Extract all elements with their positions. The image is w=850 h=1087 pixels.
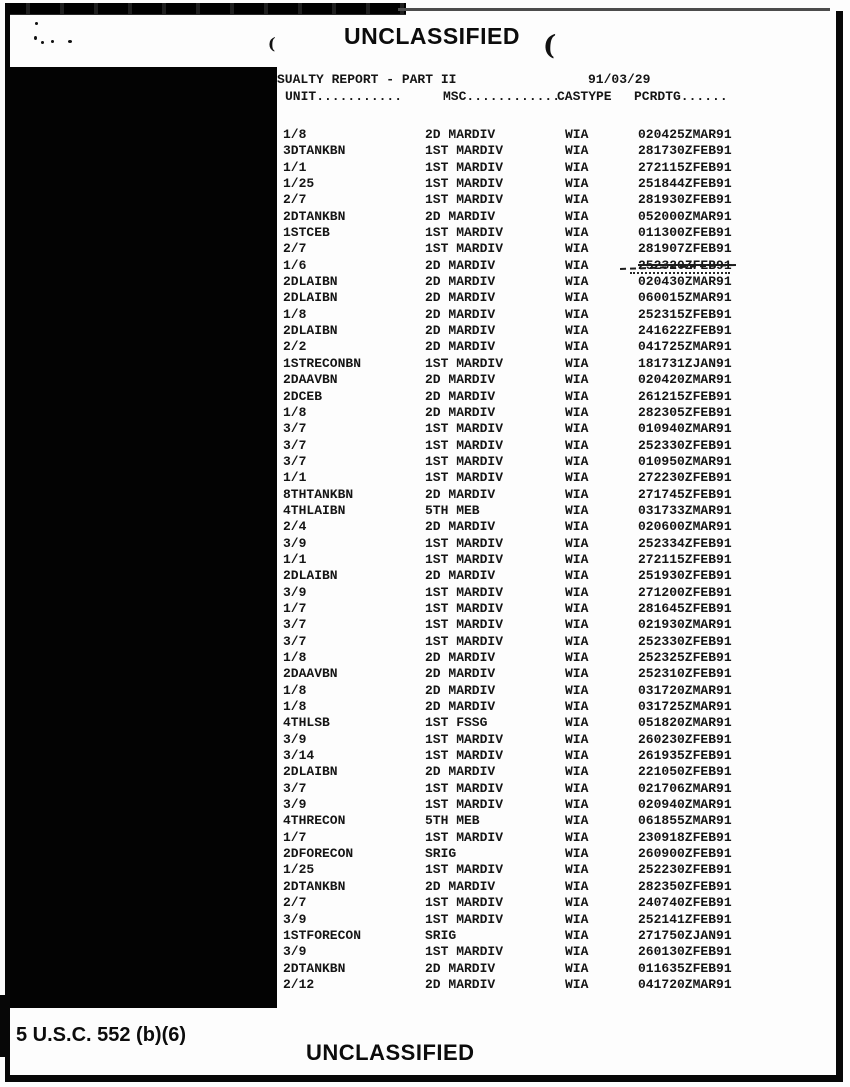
pcrdtg-cell: 020420ZMAR91 — [638, 372, 732, 388]
table-row — [0, 862, 850, 878]
noise-dot — [68, 40, 72, 43]
unit-cell: 3/7 — [283, 421, 307, 437]
castype-cell: WIA — [565, 617, 589, 633]
classification-footer: UNCLASSIFIED — [306, 1040, 475, 1065]
castype-cell: WIA — [565, 143, 589, 159]
castype-cell: WIA — [565, 274, 589, 290]
msc-cell: 1ST MARDIV — [425, 584, 504, 600]
pcrdtg-cell: 252141ZFEB91 — [638, 911, 732, 927]
table-row — [0, 192, 850, 208]
msc-cell: 1ST MARDIV — [425, 241, 504, 257]
msc-cell: 2D MARDIV — [425, 568, 496, 584]
msc-cell: 2D MARDIV — [425, 878, 496, 894]
pcrdtg-cell: 011300ZFEB91 — [638, 225, 732, 241]
msc-cell: 1ST MARDIV — [425, 780, 504, 796]
msc-cell: 2D MARDIV — [425, 388, 496, 404]
pcrdtg-cell: 252230ZFEB91 — [638, 862, 732, 878]
castype-cell: WIA — [565, 797, 589, 813]
unit-cell: 2DTANKBN — [283, 960, 346, 976]
castype-cell: WIA — [565, 813, 589, 829]
castype-cell: WIA — [565, 584, 589, 600]
table-row — [0, 683, 850, 699]
castype-cell: WIA — [565, 257, 589, 273]
pcrdtg-cell: 282305ZFEB91 — [638, 404, 732, 420]
msc-cell: 2D MARDIV — [425, 339, 496, 355]
castype-cell: WIA — [565, 764, 589, 780]
unit-cell: 2/12 — [283, 976, 315, 992]
msc-cell: 1ST MARDIV — [425, 176, 504, 192]
scan-edge-top-band — [8, 3, 406, 15]
castype-cell: WIA — [565, 241, 589, 257]
unit-cell: 1/8 — [283, 682, 307, 698]
unit-cell: 2/7 — [283, 895, 307, 911]
unit-cell: 1/7 — [283, 600, 307, 616]
pcrdtg-cell: 252320ZFEB91 — [638, 257, 732, 273]
unit-cell: 3/9 — [283, 911, 307, 927]
msc-cell: 1ST MARDIV — [425, 470, 504, 486]
msc-cell: 1ST MARDIV — [425, 748, 504, 764]
table-row — [0, 977, 850, 993]
castype-cell: WIA — [565, 699, 589, 715]
msc-cell: 1ST MARDIV — [425, 829, 504, 845]
pcrdtg-cell: 021930ZMAR91 — [638, 617, 732, 633]
unit-cell: 2DLAIBN — [283, 568, 338, 584]
table-row — [0, 617, 850, 633]
msc-cell: 2D MARDIV — [425, 306, 496, 322]
msc-cell: 2D MARDIV — [425, 666, 496, 682]
msc-cell: 2D MARDIV — [425, 372, 496, 388]
unit-cell: 3/9 — [283, 944, 307, 960]
castype-cell: WIA — [565, 846, 589, 862]
table-row — [0, 274, 850, 290]
pcrdtg-cell: 282350ZFEB91 — [638, 878, 732, 894]
castype-cell: WIA — [565, 388, 589, 404]
unit-cell: 1/8 — [283, 650, 307, 665]
msc-cell: 1ST MARDIV — [425, 143, 504, 159]
castype-cell: WIA — [565, 551, 589, 567]
table-row — [0, 258, 850, 274]
pcrdtg-cell: 252325ZFEB91 — [638, 650, 732, 665]
unit-cell: 2DTANKBN — [283, 208, 346, 224]
castype-cell: WIA — [565, 748, 589, 764]
table-row — [0, 797, 850, 813]
table-row — [0, 421, 850, 437]
msc-cell: 1ST MARDIV — [425, 862, 504, 878]
table-row — [0, 143, 850, 159]
pcrdtg-cell: 221050ZFEB91 — [638, 764, 732, 780]
noise-dot — [41, 41, 44, 44]
msc-cell: 2D MARDIV — [425, 274, 496, 290]
msc-cell: SRIG — [425, 927, 457, 943]
unit-cell: 1STFORECON — [283, 927, 362, 943]
castype-cell: WIA — [565, 862, 589, 878]
pcrdtg-cell: 272230ZFEB91 — [638, 470, 732, 486]
msc-cell: 1ST MARDIV — [425, 159, 504, 175]
table-row — [0, 290, 850, 306]
castype-cell: WIA — [565, 666, 589, 682]
msc-cell: 2D MARDIV — [425, 290, 496, 306]
pcrdtg-cell: 060015ZMAR91 — [638, 290, 732, 306]
unit-cell: 1/25 — [283, 176, 315, 192]
pcrdtg-cell: 041725ZMAR91 — [638, 339, 732, 355]
table-row — [0, 846, 850, 862]
unit-cell: 2DLAIBN — [283, 323, 338, 339]
table-row — [0, 454, 850, 470]
table-row — [0, 438, 850, 454]
column-header-unit: UNIT........... — [285, 89, 403, 104]
castype-cell: WIA — [565, 372, 589, 388]
pcrdtg-cell: 031725ZMAR91 — [638, 699, 732, 715]
castype-cell: WIA — [565, 355, 589, 371]
msc-cell: 5TH MEB — [425, 502, 480, 518]
castype-cell: WIA — [565, 682, 589, 698]
castype-cell: WIA — [565, 225, 589, 241]
table-row — [0, 912, 850, 928]
castype-cell: WIA — [565, 290, 589, 306]
castype-cell: WIA — [565, 927, 589, 943]
castype-cell: WIA — [565, 535, 589, 551]
pcrdtg-cell: 021706ZMAR91 — [638, 780, 732, 796]
unit-cell: 4THLAIBN — [283, 502, 346, 518]
castype-cell: WIA — [565, 633, 589, 649]
pcrdtg-cell: 281730ZFEB91 — [638, 143, 732, 159]
castype-cell: WIA — [565, 306, 589, 322]
castype-cell: WIA — [565, 911, 589, 927]
msc-cell: 2D MARDIV — [425, 127, 496, 142]
table-row — [0, 519, 850, 535]
unit-cell: 3/14 — [283, 748, 315, 764]
unit-cell: 1/1 — [283, 551, 307, 567]
handwritten-paren-mark: ( — [541, 29, 557, 62]
msc-cell: 1ST MARDIV — [425, 551, 504, 567]
castype-cell: WIA — [565, 470, 589, 486]
unit-cell: 1STCEB — [283, 225, 330, 241]
msc-cell: 2D MARDIV — [425, 519, 496, 535]
unit-cell: 2DLAIBN — [283, 764, 338, 780]
msc-cell: 1ST MARDIV — [425, 911, 504, 927]
pcrdtg-cell: 230918ZFEB91 — [638, 829, 732, 845]
pcrdtg-cell: 251844ZFEB91 — [638, 176, 732, 192]
table-row — [0, 601, 850, 617]
table-row — [0, 585, 850, 601]
pcrdtg-cell: 052000ZMAR91 — [638, 208, 732, 224]
castype-cell: WIA — [565, 715, 589, 731]
castype-cell: WIA — [565, 453, 589, 469]
pcrdtg-cell: 020430ZMAR91 — [638, 274, 732, 290]
unit-cell: 1STRECONBN — [283, 355, 362, 371]
noise-dot — [35, 22, 38, 25]
unit-cell: 3/7 — [283, 633, 307, 649]
table-row — [0, 895, 850, 911]
unit-cell: 2DAAVBN — [283, 666, 338, 682]
pcrdtg-cell: 261935ZFEB91 — [638, 748, 732, 764]
pcrdtg-cell: 010940ZMAR91 — [638, 421, 732, 437]
pcrdtg-cell: 260900ZFEB91 — [638, 846, 732, 862]
unit-cell: 2/2 — [283, 339, 307, 355]
unit-cell: 1/6 — [283, 257, 307, 273]
pcrdtg-cell: 252330ZFEB91 — [638, 437, 732, 453]
msc-cell: 2D MARDIV — [425, 682, 496, 698]
msc-cell: 1ST MARDIV — [425, 355, 504, 371]
table-row — [0, 568, 850, 584]
table-row — [0, 764, 850, 780]
msc-cell: 1ST MARDIV — [425, 731, 504, 747]
pcrdtg-cell: 251930ZFEB91 — [638, 568, 732, 584]
msc-cell: 1ST MARDIV — [425, 225, 504, 241]
pcrdtg-cell: 252310ZFEB91 — [638, 666, 732, 682]
pcrdtg-cell: 252334ZFEB91 — [638, 535, 732, 551]
table-row — [0, 176, 850, 192]
pcrdtg-cell: 020425ZMAR91 — [638, 127, 732, 142]
msc-cell: 1ST MARDIV — [425, 192, 504, 208]
castype-cell: WIA — [565, 502, 589, 518]
castype-cell: WIA — [565, 127, 589, 142]
unit-cell: 2/7 — [283, 241, 307, 257]
pcrdtg-cell: 240740ZFEB91 — [638, 895, 732, 911]
pcrdtg-cell: 272115ZFEB91 — [638, 159, 732, 175]
foia-exemption-stamp: 5 U.S.C. 552 (b)(6) — [16, 1024, 187, 1046]
unit-cell: 4THLSB — [283, 715, 330, 731]
castype-cell: WIA — [565, 519, 589, 535]
scan-edge-top-line — [398, 8, 830, 11]
pcrdtg-cell: 031733ZMAR91 — [638, 502, 732, 518]
msc-cell: 2D MARDIV — [425, 323, 496, 339]
table-row — [0, 209, 850, 225]
castype-cell: WIA — [565, 944, 589, 960]
table-row — [0, 830, 850, 846]
table-row — [0, 487, 850, 503]
table-row — [0, 732, 850, 748]
casualty-table — [0, 127, 850, 993]
unit-cell: 1/8 — [283, 404, 307, 420]
pcrdtg-cell: 252330ZFEB91 — [638, 633, 732, 649]
pcrdtg-cell: 020940ZMAR91 — [638, 797, 732, 813]
table-row — [0, 470, 850, 486]
table-row — [0, 699, 850, 715]
unit-cell: 2/7 — [283, 192, 307, 208]
msc-cell: 1ST MARDIV — [425, 453, 504, 469]
report-title: SUALTY REPORT - PART II — [277, 72, 457, 87]
msc-cell: 2D MARDIV — [425, 208, 496, 224]
unit-cell: 2/4 — [283, 519, 307, 535]
castype-cell: WIA — [565, 339, 589, 355]
unit-cell: 1/1 — [283, 159, 307, 175]
unit-cell: 3DTANKBN — [283, 143, 346, 159]
pcrdtg-cell: 241622ZFEB91 — [638, 323, 732, 339]
column-header-msc: MSC............ — [443, 89, 561, 104]
msc-cell: 1ST MARDIV — [425, 797, 504, 813]
unit-cell: 8THTANKBN — [283, 486, 354, 502]
castype-cell: WIA — [565, 437, 589, 453]
pcrdtg-cell: 041720ZMAR91 — [638, 976, 732, 992]
castype-cell: WIA — [565, 159, 589, 175]
table-row — [0, 715, 850, 731]
table-row — [0, 748, 850, 764]
table-row — [0, 127, 850, 143]
msc-cell: 1ST MARDIV — [425, 437, 504, 453]
castype-cell: WIA — [565, 780, 589, 796]
report-date: 91/03/29 — [588, 72, 651, 87]
msc-cell: 1ST FSSG — [425, 715, 488, 731]
pcrdtg-cell: 281930ZFEB91 — [638, 192, 732, 208]
msc-cell: 2D MARDIV — [425, 960, 496, 976]
msc-cell: 1ST MARDIV — [425, 944, 504, 960]
msc-cell: 2D MARDIV — [425, 764, 496, 780]
msc-cell: 2D MARDIV — [425, 650, 496, 665]
castype-cell: WIA — [565, 829, 589, 845]
castype-cell: WIA — [565, 976, 589, 992]
unit-cell: 3/9 — [283, 797, 307, 813]
unit-cell: 1/7 — [283, 829, 307, 845]
pcrdtg-cell: 261215ZFEB91 — [638, 388, 732, 404]
msc-cell: 2D MARDIV — [425, 976, 496, 992]
unit-cell: 4THRECON — [283, 813, 346, 829]
scan-edge-bottom — [5, 1075, 843, 1082]
msc-cell: 2D MARDIV — [425, 404, 496, 420]
castype-cell: WIA — [565, 960, 589, 976]
table-row — [0, 650, 850, 666]
msc-cell: 1ST MARDIV — [425, 617, 504, 633]
table-row — [0, 536, 850, 552]
table-row — [0, 961, 850, 977]
pcrdtg-cell: 252315ZFEB91 — [638, 306, 732, 322]
table-row — [0, 339, 850, 355]
unit-cell: 3/9 — [283, 535, 307, 551]
unit-cell: 3/7 — [283, 453, 307, 469]
pcrdtg-cell: 281645ZFEB91 — [638, 600, 732, 616]
column-header-pcrdtg: PCRDTG...... — [634, 89, 728, 104]
unit-cell: 3/9 — [283, 731, 307, 747]
unit-cell: 1/8 — [283, 127, 307, 142]
handwritten-paren-mark: ( — [267, 33, 276, 54]
table-row — [0, 323, 850, 339]
pcrdtg-cell: 051820ZMAR91 — [638, 715, 732, 731]
msc-cell: 1ST MARDIV — [425, 535, 504, 551]
msc-cell: 2D MARDIV — [425, 257, 496, 273]
table-row — [0, 372, 850, 388]
classification-header: UNCLASSIFIED — [344, 23, 520, 49]
castype-cell: WIA — [565, 208, 589, 224]
unit-cell: 2DLAIBN — [283, 290, 338, 306]
unit-cell: 3/9 — [283, 584, 307, 600]
pcrdtg-cell: 031720ZMAR91 — [638, 682, 732, 698]
msc-cell: 1ST MARDIV — [425, 421, 504, 437]
pcrdtg-cell: 271200ZFEB91 — [638, 584, 732, 600]
unit-cell: 1/8 — [283, 306, 307, 322]
unit-cell: 2DTANKBN — [283, 878, 346, 894]
table-row — [0, 666, 850, 682]
table-row — [0, 160, 850, 176]
scan-edge-left-blob — [0, 995, 9, 1057]
msc-cell: 1ST MARDIV — [425, 895, 504, 911]
table-row — [0, 389, 850, 405]
table-row — [0, 552, 850, 568]
noise-dot — [34, 36, 37, 40]
unit-cell: 2DFORECON — [283, 846, 354, 862]
castype-cell: WIA — [565, 878, 589, 894]
pcrdtg-cell: 272115ZFEB91 — [638, 551, 732, 567]
castype-cell: WIA — [565, 731, 589, 747]
msc-cell: 2D MARDIV — [425, 486, 496, 502]
unit-cell: 2DLAIBN — [283, 274, 338, 290]
unit-cell: 1/8 — [283, 699, 307, 715]
table-row — [0, 356, 850, 372]
table-row — [0, 503, 850, 519]
unit-cell: 2DCEB — [283, 388, 323, 404]
pcrdtg-cell: 181731ZJAN91 — [638, 355, 732, 371]
unit-cell: 1/25 — [283, 862, 315, 878]
pcrdtg-cell: 260130ZFEB91 — [638, 944, 732, 960]
table-row — [0, 405, 850, 421]
table-row — [0, 944, 850, 960]
pcrdtg-cell: 260230ZFEB91 — [638, 731, 732, 747]
table-row — [0, 241, 850, 257]
unit-cell: 3/7 — [283, 437, 307, 453]
unit-cell: 1/1 — [283, 470, 307, 486]
table-row — [0, 225, 850, 241]
table-row — [0, 928, 850, 944]
castype-cell: WIA — [565, 650, 589, 665]
pcrdtg-cell: 061855ZMAR91 — [638, 813, 732, 829]
table-row — [0, 879, 850, 895]
castype-cell: WIA — [565, 568, 589, 584]
msc-cell: 1ST MARDIV — [425, 633, 504, 649]
castype-cell: WIA — [565, 176, 589, 192]
msc-cell: 5TH MEB — [425, 813, 480, 829]
pcrdtg-cell: 271745ZFEB91 — [638, 486, 732, 502]
noise-dot — [51, 40, 54, 43]
unit-cell: 3/7 — [283, 617, 307, 633]
unit-cell: 2DAAVBN — [283, 372, 338, 388]
castype-cell: WIA — [565, 192, 589, 208]
castype-cell: WIA — [565, 323, 589, 339]
table-row — [0, 634, 850, 650]
table-row — [0, 813, 850, 829]
castype-cell: WIA — [565, 895, 589, 911]
castype-cell: WIA — [565, 404, 589, 420]
pcrdtg-cell: 271750ZJAN91 — [638, 927, 732, 943]
pcrdtg-cell: 020600ZMAR91 — [638, 519, 732, 535]
msc-cell: 1ST MARDIV — [425, 600, 504, 616]
pcrdtg-cell: 011635ZFEB91 — [638, 960, 732, 976]
unit-cell: 3/7 — [283, 780, 307, 796]
table-row — [0, 781, 850, 797]
msc-cell: SRIG — [425, 846, 457, 862]
msc-cell: 2D MARDIV — [425, 699, 496, 715]
castype-cell: WIA — [565, 486, 589, 502]
pcrdtg-cell: 010950ZMAR91 — [638, 453, 732, 469]
castype-cell: WIA — [565, 600, 589, 616]
table-row — [0, 307, 850, 323]
castype-cell: WIA — [565, 421, 589, 437]
column-header-castype: CASTYPE — [557, 89, 612, 104]
pcrdtg-cell: 281907ZFEB91 — [638, 241, 732, 257]
